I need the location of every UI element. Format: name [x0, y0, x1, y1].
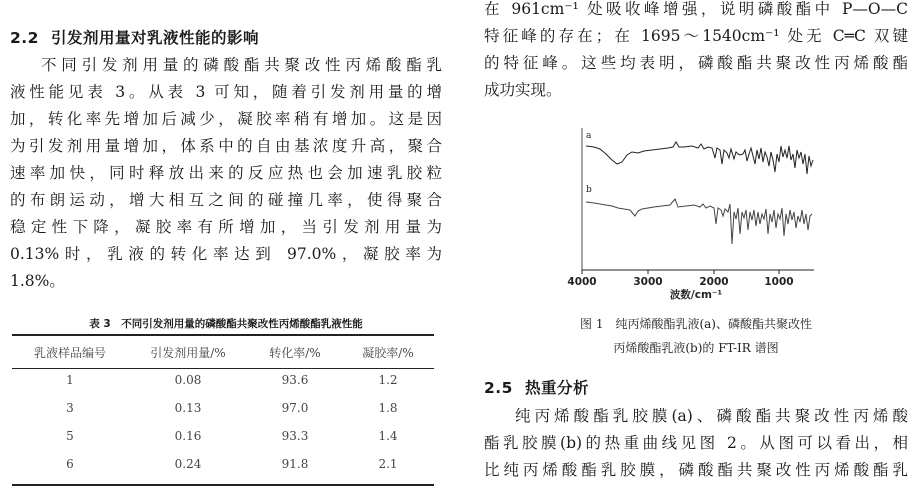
section-heading-2-5 [484, 376, 589, 398]
figure-caption [484, 312, 908, 360]
spectrum-line-b [586, 199, 812, 244]
table-cell: 1 [66, 373, 74, 387]
table-header-row [12, 338, 434, 366]
figure-caption-line: 丙烯酸酯乳液(b)的 FT-IR 谱图 [613, 341, 779, 355]
x-tick-label: 1000 [764, 276, 794, 288]
table-cell: 2.1 [378, 457, 398, 471]
table-header-cell: 引发剂用量/% [150, 345, 226, 360]
paragraph-line: 的布朗运动，增大相互之间的碰撞几率，使得聚合 [10, 191, 442, 209]
table-row [12, 366, 434, 394]
x-axis-label: 波数/cm⁻¹ [669, 289, 723, 301]
table-caption: 表 3 不同引发剂用量的磷酸酯共聚改性丙烯酸酯乳液性能 [89, 318, 363, 330]
table-cell: 91.8 [281, 457, 309, 471]
table-header-cell: 凝胶率/% [362, 345, 414, 360]
paragraph-line: 为引发剂用量增加，体系中的自由基浓度升高，聚合 [10, 137, 442, 155]
table-cell: 3 [66, 401, 74, 415]
table-cell: 93.6 [281, 373, 309, 387]
series-label-a: a [586, 131, 592, 141]
paragraph-line: 在 961cm⁻¹ 处吸收峰增强，说明磷酸酯中 P—O—C [484, 0, 908, 18]
spectrum-line-a [586, 142, 813, 174]
table-header-cell: 乳液样品编号 [33, 345, 106, 360]
table-cell: 1.8 [378, 401, 398, 415]
paragraph-line: 1.8%。 [10, 272, 65, 290]
paragraph-line: 加，转化率先增加后减少，凝胶率稍有增加。这是因 [10, 110, 442, 128]
paragraph-line: 的特征峰。这些均表明，磷酸酯共聚改性丙烯酸酯 [484, 54, 908, 72]
paragraph-line: 不同引发剂用量的磷酸酯共聚改性丙烯酸酯乳 [41, 56, 442, 74]
x-tick-label: 4000 [567, 276, 597, 288]
section-title: 热重分析 [524, 379, 589, 397]
figure-caption-line: 图 1 纯丙烯酸酯乳液(a)、磷酸酯共聚改性 [580, 317, 812, 331]
body-paragraph-top [484, 0, 908, 104]
table-cell: 0.13 [174, 401, 202, 415]
x-tick-label: 2000 [699, 276, 729, 288]
table-row [12, 450, 434, 478]
table-cell: 0.24 [174, 457, 202, 471]
table-header-cell: 转化率/% [269, 345, 321, 360]
table-cell: 0.16 [174, 429, 202, 443]
paragraph-line: 酯乳胶膜(b)的热重曲线见图 2。从图可以看出，相 [484, 434, 908, 452]
section-title: 引发剂用量对乳液性能的影响 [50, 29, 259, 47]
paragraph-line: 稳定性下降，凝胶率有所增加，当引发剂用量为 [10, 218, 442, 236]
x-tick-label: 3000 [633, 276, 663, 288]
table-cell: 1.2 [378, 373, 398, 387]
section-heading-2-2 [10, 26, 259, 48]
paragraph-line: 液性能见表 3。从表 3 可知，随着引发剂用量的增 [10, 83, 442, 101]
table-cell: 93.3 [281, 429, 309, 443]
series-label-b: b [586, 185, 592, 195]
paragraph-line: 成功实现。 [484, 81, 562, 99]
body-paragraph-bottom [484, 403, 908, 484]
section-number: 2.2 [10, 29, 39, 47]
section-number: 2.5 [484, 379, 513, 397]
body-paragraph [10, 52, 442, 295]
table-bottom-rule [12, 484, 434, 486]
table-cell: 5 [66, 429, 74, 443]
ftir-figure [567, 124, 816, 301]
table-cell: 1.4 [378, 429, 398, 443]
table-row [12, 422, 434, 450]
paragraph-line: 特征峰的存在；在 1695～1540cm⁻¹ 处无 C═C 双键 [484, 27, 908, 45]
ftir-spectrum-plot [567, 124, 816, 301]
table-top-rule [12, 334, 434, 336]
data-table [12, 338, 434, 478]
table-row [12, 394, 434, 422]
table-cell: 6 [66, 457, 74, 471]
table-cell: 0.08 [174, 373, 202, 387]
paragraph-line: 速率加快，同时释放出来的反应热也会加速乳胶粒 [10, 164, 442, 182]
paragraph-line: 0.13%时，乳液的转化率达到 97.0%，凝胶率为 [10, 245, 442, 263]
paragraph-line: 纯丙烯酸酯乳胶膜(a)、磷酸酯共聚改性丙烯酸 [515, 407, 908, 425]
paragraph-line: 比纯丙烯酸酯乳胶膜，磷酸酯共聚改性丙烯酸酯乳 [484, 461, 908, 479]
table-cell: 97.0 [281, 401, 309, 415]
